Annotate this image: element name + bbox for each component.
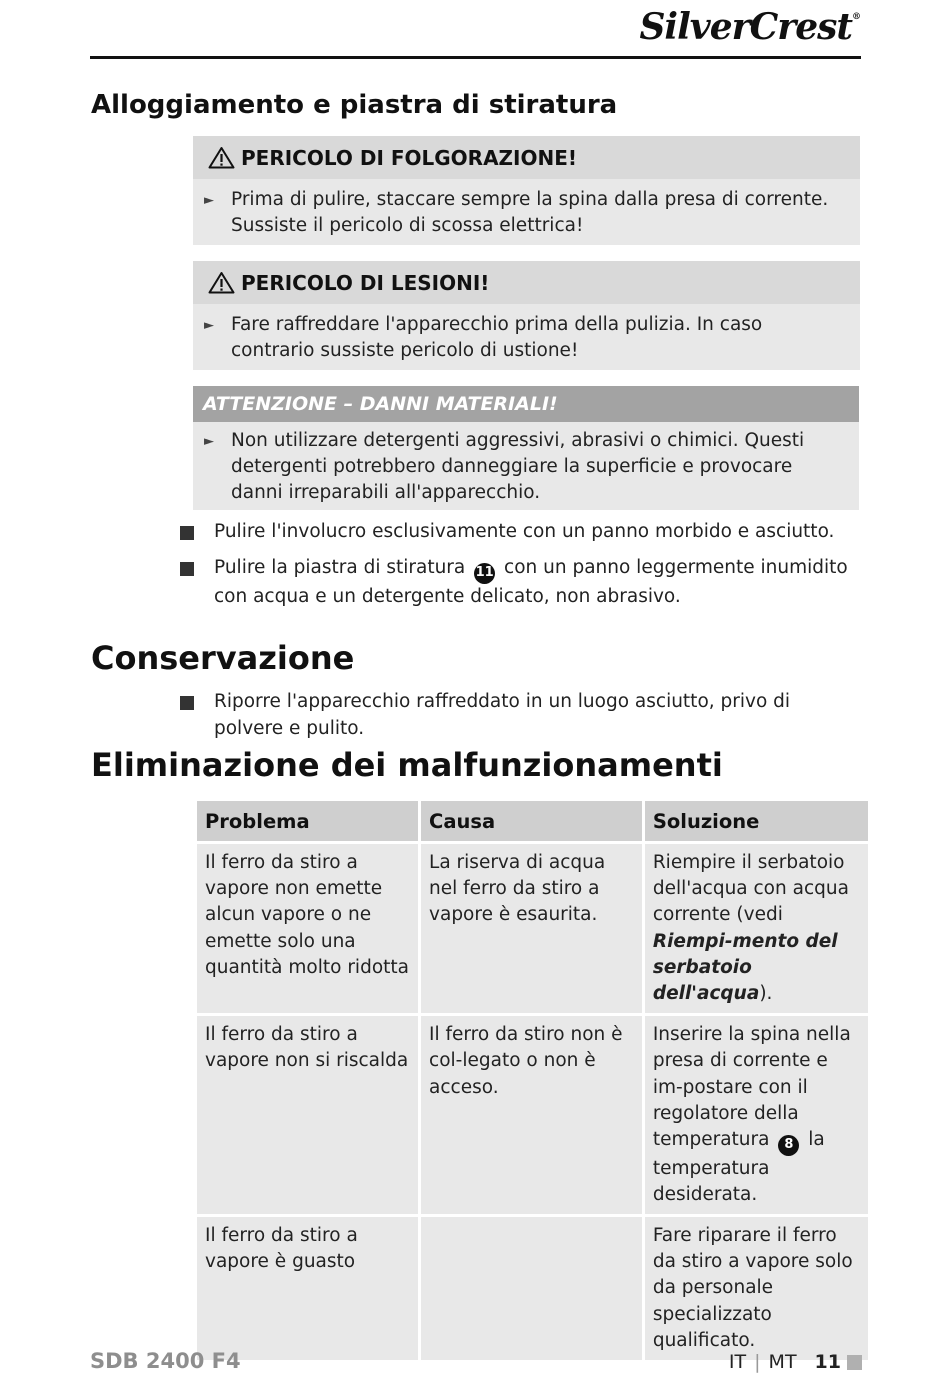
warning-title: PERICOLO DI FOLGORAZIONE!: [241, 145, 578, 170]
model-number: SDB 2400 F4: [90, 1349, 241, 1373]
notice-item: [193, 422, 859, 510]
list-item: Pulire l'involucro esclusivamente con un panno morbido e asciutto.: [180, 519, 860, 546]
cross-reference: Riempi-mento del serbatoio dell'acqua: [652, 930, 838, 1005]
cell-problem: Il ferro da stiro a vapore è guasto: [197, 1217, 418, 1360]
section-title-troubleshooting: Eliminazione dei malfunzionamenti: [91, 746, 723, 784]
header-rule: [90, 56, 861, 59]
language-code: MT: [768, 1351, 797, 1373]
column-header-cause: Causa: [421, 801, 642, 841]
warning-triangle-icon: [208, 146, 235, 169]
page-number: 11: [814, 1351, 841, 1373]
warning-title: PERICOLO DI LESIONI!: [241, 270, 490, 295]
brand-logo: SilverCrest®: [639, 6, 860, 48]
part-number-badge: 8: [778, 1135, 799, 1156]
cell-solution: Inserire la spina nella presa di corrente e im-postare con il regolatore della temperatura 8 la temperatura desiderata.: [645, 1016, 868, 1214]
cell-cause: La riserva di acqua nel ferro da stiro a vapore è esaurita.: [421, 844, 642, 1013]
page-footer: [729, 1351, 862, 1373]
warning-text: Prima di pulire, staccare sempre la spina dalla presa di corrente. Sussiste il pericolo di scossa elettrica!: [231, 189, 829, 236]
language-code: IT: [728, 1351, 747, 1373]
cell-problem: Il ferro da stiro a vapore non emette alcun vapore o ne emette solo una quantità molto ridotta: [197, 844, 418, 1013]
arrow-bullet-icon: ►: [204, 318, 214, 333]
list-item: Pulire la piastra di stiratura 11 con un panno leggermente inumidito con acqua e un detergente delicato, non abrasivo.: [180, 555, 860, 610]
warning-item: [193, 179, 860, 245]
table-row: [197, 1217, 868, 1360]
warning-item: [193, 304, 860, 370]
warning-box-injury: [193, 261, 860, 370]
list-item: Riporre l'apparecchio raffreddato in un luogo asciutto, privo di polvere e pulito.: [180, 689, 860, 742]
notice-text: Non utilizzare detergenti aggressivi, abrasivi o chimici. Questi detergenti potrebbero danneggiare la superficie e provocare danni irreparabili all'apparecchio.: [231, 430, 805, 503]
notice-box-material-damage: [193, 386, 859, 510]
troubleshooting-table: [194, 798, 871, 1363]
warning-triangle-icon: [208, 271, 235, 294]
cell-problem: Il ferro da stiro a vapore non si riscalda: [197, 1016, 418, 1214]
square-bullet-icon: [180, 526, 194, 540]
warning-header: [193, 136, 860, 179]
warning-header: [193, 261, 860, 304]
cell-solution: Riempire il serbatoio dell'acqua con acqua corrente (vedi Riempi-mento del serbatoio dell'acqua).: [645, 844, 868, 1013]
cell-cause: Il ferro da stiro non è col-legato o non è acceso.: [421, 1016, 642, 1214]
square-bullet-icon: [180, 562, 194, 576]
arrow-bullet-icon: ►: [204, 193, 214, 208]
warning-text: Fare raffreddare l'apparecchio prima della pulizia. In caso contrario sussiste pericolo di ustione!: [231, 314, 763, 361]
square-bullet-icon: [180, 696, 194, 710]
table-row: [197, 1016, 868, 1214]
column-header-problem: Problema: [197, 801, 418, 841]
warning-box-electrocution: [193, 136, 860, 245]
part-number-badge: 11: [474, 563, 495, 584]
table-header-row: [197, 801, 868, 841]
language-separator: |: [754, 1351, 761, 1373]
arrow-bullet-icon: ►: [204, 434, 214, 449]
section-title-storage: Conservazione: [91, 639, 355, 677]
section-title-housing: Alloggiamento e piastra di stiratura: [91, 90, 618, 120]
cell-cause: [421, 1217, 642, 1360]
notice-header: ATTENZIONE – DANNI MATERIALI!: [193, 386, 859, 422]
cell-solution: Fare riparare il ferro da stiro a vapore solo da personale specializzato qualificato.: [645, 1217, 868, 1360]
table-row: [197, 844, 868, 1013]
column-header-solution: Soluzione: [645, 801, 868, 841]
page-marker-icon: [847, 1355, 862, 1370]
